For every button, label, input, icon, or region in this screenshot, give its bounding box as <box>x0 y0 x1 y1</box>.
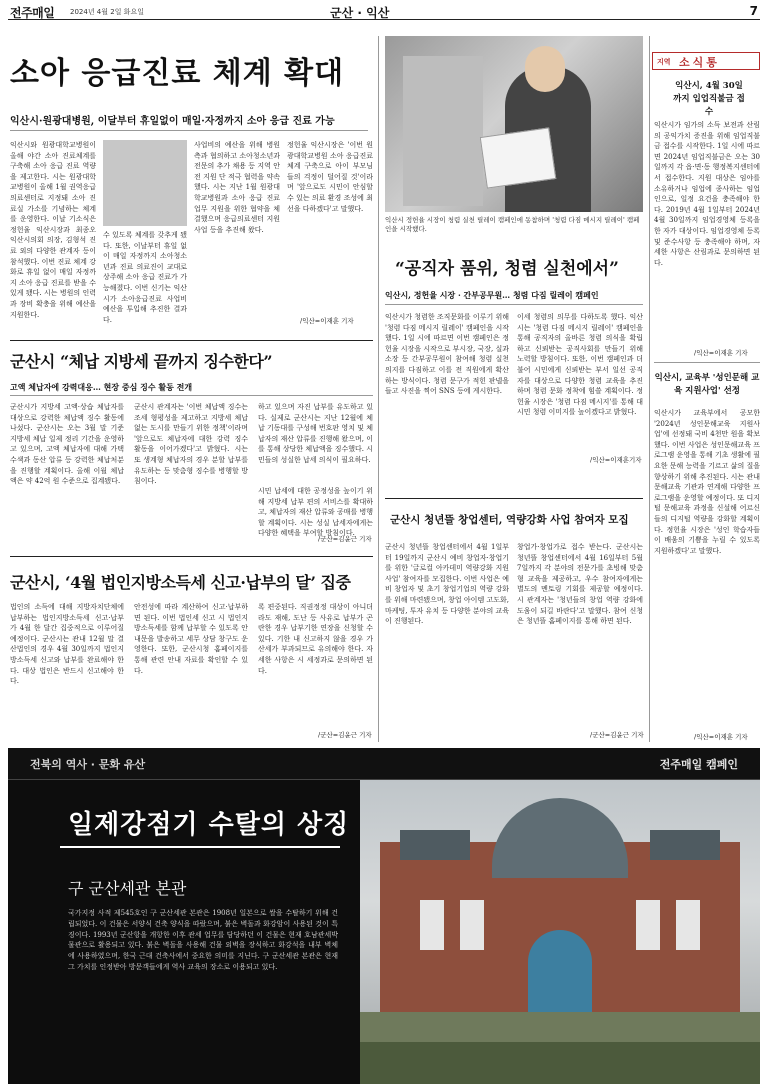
banner-series: 전북의 역사 · 문화 유산 <box>30 758 146 771</box>
corp-headline: 군산시, ‘4월 법인지방소득세 신고·납부의 달’ 집중 <box>10 573 351 592</box>
sidebar-divider <box>649 36 650 742</box>
column-divider <box>378 36 379 742</box>
youth-headline: 군산시 청년뜰 창업센터, 역량강화 사업 참여자 모집 <box>390 514 629 526</box>
tax-top-rule <box>10 340 373 341</box>
integrity-divider <box>385 304 643 305</box>
sidebar-label: 소식통 <box>679 56 720 69</box>
tax-col-3: 하고 있으며 자진 납부를 유도하고 있다. 실제로 군산시는 지난 12월에 체납 기동대를 구성해 번호판 영치 및 체납자의 재산 압류를 진행해 왔으며, 이를 통해 상당한 체납액을 징수했다. 시민들의 성실한 납세 의식이 필요하다. <box>258 403 373 464</box>
lead-photo-small <box>103 140 187 226</box>
masthead <box>8 4 760 20</box>
tax-col-2: 군산시 관계자는 '이번 체납액 징수는 조세 형평성을 제고하고 지방세 체납 없는 도시를 만들기 위한 정책'이라며 '앞으로도 체납자에 대한 강력 징수 활동을 이어가겠다'고 밝혔다. 시는 또 생계형 체납자의 경우 분할 납부를 유도하는 등 맞춤형 징수를 병행할 방침이다. <box>134 403 248 486</box>
corp-col-3: 록 편중된다. 직권정정 대상이 아니더라도 재해, 도난 등 사유로 납부가 곤란한 경우 납부기한 연장을 신청할 수 있다. 기한 내 신고하지 않을 경우 가산세가 부과되므로 유의해야 한다. 자세한 사항은 시 세정과로 문의하면 된다. <box>258 603 373 675</box>
integrity-subhead: 익산시, 정헌율 시장 · 간부공무원… 청렴 다짐 릴레이 캠페인 <box>385 290 599 300</box>
section-name: 군산 · 익산 <box>330 6 390 20</box>
sidebar-label-prefix: 지역 <box>657 58 671 66</box>
banner-title-rule <box>60 846 340 848</box>
mayor-photo-caption: 익산시 정헌율 시장이 청렴 실천 릴레이 캠페인에 동참하며 '청렴 다짐 메시지 릴레이' 캠페인을 시작했다. <box>385 216 640 233</box>
youth-byline: /군산=김윤근 기자 <box>590 731 644 739</box>
integrity-col-2: 이세 청렴의 의무를 다하도록 했다. 익산시는 '청렴 다짐 메시지 릴레이' 캠페인을 통해 공직자의 올바른 청렴 의식을 확립하고 신뢰받는 공직사회를 만들기 위해 노력할 방침이다. 또한, 이번 캠페인과 더불어 시민에게 신뢰받는 부서 일선 공직자를 대상으로 다양한 청렴 교육을 추진하며 청렴 문화 정착에 힘쓸 계획이다. 정헌율 시장은 '청렴 다짐 메시지'를 통해 대시민 청렴 이미지를 높이겠다고 밝혔다. <box>517 313 643 417</box>
corp-col-2: 안전성에 따라 계산하여 신고·납부하면 된다. 이번 법인세 신고 시 법인지방소득세를 함께 납부할 수 있도록 안내문을 발송하고 세무 상담 창구도 운영한다. 또한, 군산시청 홈페이지를 통해 관련 안내 자료를 확인할 수 있다. <box>134 603 248 675</box>
banner-title: 일제강점기 수탈의 상징 <box>68 810 350 840</box>
youth-top-rule <box>385 498 643 499</box>
lead-subhead: 익산시·원광대병원, 이달부터 휴일없이 매일·자정까지 소아 응급 진료 가능 <box>10 116 335 127</box>
sidebar-news2-byline: /익산=이재훈 기자 <box>694 733 748 741</box>
tax-divider <box>10 395 373 396</box>
integrity-quote: “공직자 품위, 청렴 실천에서” <box>395 259 619 279</box>
youth-col-1: 군산시 청년뜰 창업센터에서 4월 1일부터 19일까지 군산시 예비 창업자·창업기를 위한 '글로컬 아카데미 역량강화 지원사업' 참여자를 모집한다. 이번 사업은 예비 창업자 및 초기 창업기업의 역량 강화를 위해 마련됐으며, 창업 아이템 고도화, 마케팅, 투자 유치 등 다양한 분야의 교육이 진행된다. <box>385 543 509 626</box>
lead-divider <box>10 130 368 131</box>
integrity-col-1: 익산시가 청렴한 조직문화를 이루기 위해 '청렴 다짐 메시지 릴레이' 캠페인을 시작했다. 1일 시에 따르면 이번 캠페인은 정헌율 시장을 시작으로 부시장, 국장, 실과소장 등 간부공무원이 참여해 청렴 실천 의지를 다짐하고 이를 전 직원에게 확산하는 방식이다. 청렴 문구가 적힌 판넬을 들고 사진을 찍어 SNS 등에 게시한다. <box>385 313 509 396</box>
sidebar-news2-title: 익산시, 교육부 '성인문해 교육 지원사업' 선정 <box>654 373 760 396</box>
mayor-photo <box>385 36 643 212</box>
tax-col-4: 시민 납세에 대한 공정성을 높이기 위해 지방세 납부 편의 서비스를 확대하고, 체납자의 재산 압류와 공매를 병행할 계획이다. 시는 성실 납세자에게는 다양한 혜택을 부여할 방침이다. <box>258 487 373 538</box>
heritage-banner <box>8 748 760 1084</box>
youth-col-2: 창업가·창업가로 접수 받는다. 군산시는 청년뜰 창업센터에서 4월 16일부터 5월 7일까지 각 분야의 전문가를 초빙해 맞춤형 교육을 제공하고, 우수 참여자에게는 별도의 멘토링 기회를 제공할 예정이다. 시 관계자는 '청년들의 창업 역량 강화에 도움이 되길 바란다'고 말했다. 참여 신청은 청년뜰 홈페이지를 통해 하면 된다. <box>517 543 643 626</box>
tax-byline: /군산=김윤근 기자 <box>318 535 372 543</box>
sidebar-news1-body: 익산시가 임가의 소득 보전과 산림의 공익가치 증진을 위해 임업직불금 접수를 시작한다. 1일 시에 따르면 2024년 임업직불금은 오는 30일까지 각 읍·면·동 행정복지센터에서 접수한다. 지원 대상은 임야를 소유하거나 임업에 종사하는 임업인으로, 일정 요건을 충족해야 한다. 2019년 4월 1일부터 2024년 4월 30일까지 임업경영체 등록을 한 자가 대상이다. 임업경영체 등록 및 준수사항 등 충족해야 하며, 자세한 사항은 산림과로 문의하면 된다. <box>654 121 760 267</box>
tax-col-1: 군산시가 지방세 고액·상습 체납자를 대상으로 강력한 체납액 징수 활동에 나섰다. 군산시는 오는 3월 말 기준 지방세 체납 일제 정리 기간을 운영하고 있으며, 고액 체납자에 대해 가택수색과 동산 압류 등 강력한 체납처분을 진행할 계획이다. 올해 이월 체납액은 약 42억 원 수준으로 집계됐다. <box>10 403 124 486</box>
customs-building-photo <box>360 780 760 1084</box>
lead-col-2: 수 있도록 체계를 갖추게 됐다. 또한, 이날부터 휴일 없이 매일 자정까지 소아청소년과 진료 의료진이 교대로 상주해 소아 응급 진료가 가능해졌다. 이번 신기는 익산시가 소아응급진료 사업비 예산을 투입해 추진한 결과다. <box>103 231 187 324</box>
lead-col-3: 사업비의 예산을 위해 병원 측과 협의하고 소아청소년과 전문의 추가 채용 등 지역 안전 지원 단 적극 협력을 약속했다. 시는 지난 1월 원광대학교병원과 소아 응급 진료 업무 지원을 위한 협약을 체결했으며 응급의료센터 지원 사업 등을 추진해 왔다. <box>194 141 280 234</box>
tax-headline: 군산시 “체납 지방세 끝까지 징수한다” <box>10 352 273 371</box>
sidebar-label-box <box>652 52 760 70</box>
banner-body: 국가지정 사적 제545호인 구 군산세관 본관은 1908년 일본으로 쌀을 수탈하기 위해 건립되었다. 이 건물은 서양식 건축 양식을 따랐으며, 붉은 벽돌과 화강암이 사용된 것이 특징이다. 1993년 군산항을 개항한 이후 관세 업무를 담당하던 이 건물은 현재 호남관세박물관으로 활용되고 있다. 붉은 벽돌을 사용해 건물 외벽을 장식하고 화강석을 내부 벽체에 사용하였으며, 한국 근대 건축사에서 중요한 의미를 지닌다. 구 군산세관 본관은 현재 그 가치를 인정받아 방문객들에게 역사 교육의 장소로 이용되고 있다. <box>68 909 338 971</box>
sidebar-news1-title: 익산시, 4월 30일까지 입업직불금 접수 <box>673 81 745 117</box>
page-number: 7 <box>749 4 758 18</box>
corp-top-rule <box>10 556 373 557</box>
paper-name: 전주매일 <box>10 6 55 20</box>
lead-byline: /익산=이재훈 기자 <box>300 317 354 325</box>
issue-date: 2024년 4월 2일 화요일 <box>70 8 144 16</box>
sidebar-news1-byline: /익산=이재훈 기자 <box>694 349 748 357</box>
sidebar-news2-body: 익산시가 교육부에서 공모한 '2024년 성인문해교육 지원사업'에 선정돼 국비 4천만 원을 확보했다. 이번 사업은 성인문해교육 프로그램 운영을 통해 기초 생활에 필요한 문해 능력을 기르고 삶의 질을 향상하기 위해 추진된다. 시는 관내 문해교육 기관과 연계해 다양한 프로그램을 운영할 예정이다. 또 디지털 문해교육 과정을 신설해 어르신들의 디지털 역량을 강화할 계획이다. 정헌율 시장은 '성인 학습자들이 배움의 기쁨을 누릴 수 있도록 지원하겠다'고 말했다. <box>654 409 760 555</box>
integrity-byline: /익산=이재훈기자 <box>590 456 642 464</box>
corp-byline: /군산=김윤근 기자 <box>318 731 372 739</box>
banner-campaign: 전주매일 캠페인 <box>659 758 738 771</box>
tax-subhead: 고액 체납자에 강력대응… 현장 중심 징수 활동 전개 <box>10 382 193 392</box>
lead-col-4: 정헌율 익산시장은 '이번 원광대학교병원 소아 응급진료 체계 구축으로 아이 부모님들의 걱정이 덜어질 것'이라며 '앞으로도 시민이 안심할 수 있는 의료 환경 조성에 최선을 다하겠다'고 말했다. <box>287 141 373 213</box>
lead-headline: 소아 응급진료 체계 확대 <box>10 56 345 91</box>
banner-subtitle: 구 군산세관 본관 <box>68 879 187 898</box>
lead-col-1: 익산시와 원광대학교병원이 올해 야간 소아 진료체계를 구축해 소아 응급 진료 역량을 제고한다. 시는 원광대학교병원이 올해 1월 권역응급의료센터로 지정돼 소아 진료실 가소를 기념하는 체계를 운영한다. 이날 기소식은 정헌율 익산시장과 최종오 익산시의회 의장, 김형석 진료 외의 다양한 관계자 등이 참석했다. 이번 진료 체계 강화로 휴일 없이 매일 자정까지 소아 응급 진료를 받을 수 있게 됐다. 시는 병원의 인력과 장비 확충을 위해 예산을 지원한다. <box>10 141 96 319</box>
corp-col-1: 법인의 소득에 대해 지방자치단체에 납부하는 법인지방소득세 신고·납부가 4월 한 달간 집중적으로 이루어질 예정이다. 군산시는 관내 12월 말 결산법인의 경우 4월 30일까지 법인지방소득세 신고와 납부를 완료해야 한다. 대상 법인은 반드시 신고해야 한다. <box>10 603 124 686</box>
sidebar-news-divider <box>654 362 760 363</box>
